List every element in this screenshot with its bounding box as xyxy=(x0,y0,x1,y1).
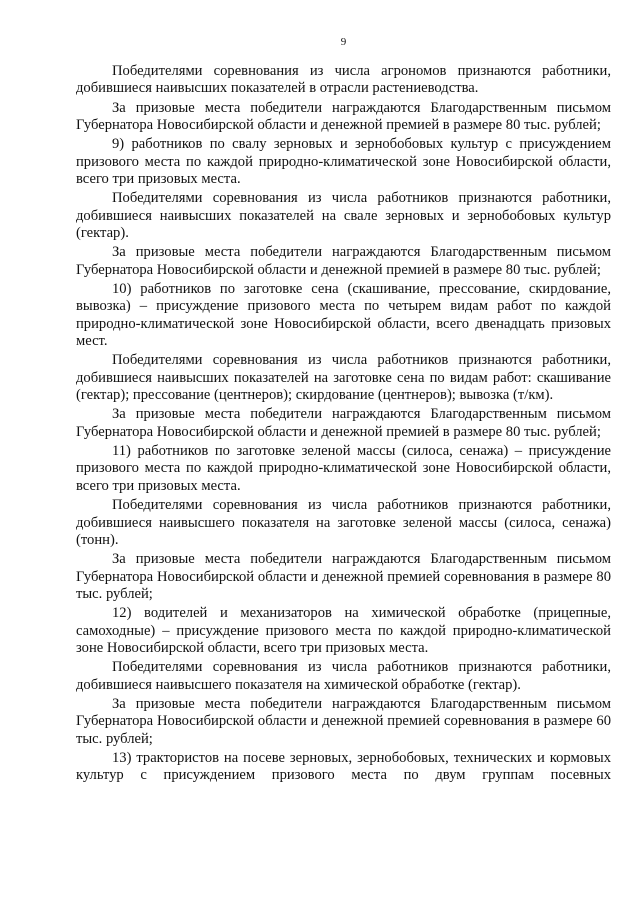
paragraph: 12) водителей и механизаторов на химической обработке (прицепные, самоходные) – присуждение призового места по каждой природно-климатической зоне Новосибирской области, всего три призовых места. xyxy=(76,605,611,657)
paragraph: Победителями соревнования из числа агрономов признаются работники, добившиеся наивысших показателей в отрасли растениеводства. xyxy=(76,63,611,97)
paragraph: За призовые места победители награждаются Благодарственным письмом Губернатора Новосибирской области и денежной премией соревнования в размере 60 тыс. рублей; xyxy=(76,695,611,747)
page-number: 9 xyxy=(340,36,347,48)
paragraph: За призовые места победители награждаются Благодарственным письмом Губернатора Новосибирской области и денежной премией в размере 80 тыс. рублей; xyxy=(76,406,611,440)
paragraph: 13) трактористов на посеве зерновых, зернобобовых, технических и кормовых культур с присуждением призового места по двум группам посевных xyxy=(76,749,611,784)
paragraph: 9) работников по свалу зерновых и зернобобовых культур с присуждением призового места по каждой природно-климатической зоне Новосибирской области, всего три призовых места. xyxy=(76,136,611,188)
paragraph: Победителями соревнования из числа работников признаются работники, добившиеся наивысших показателей на заготовке сена по видам работ: скашивание (гектар); прессование (центнеров); скирдование (центнеров); вывозка (т/км). xyxy=(76,352,611,404)
paragraph: 10) работников по заготовке сена (скашивание, прессование, скирдование, вывозка) – присуждение призового места по четырем видам работ по каждой природно-климатической зоне Новосибирской области, всего двенадцать призовых мест. xyxy=(76,280,611,350)
paragraph: Победителями соревнования из числа работников признаются работники, добившиеся наивысшего показателя на химической обработке (гектар). xyxy=(76,659,611,693)
paragraph: За призовые места победители награждаются Благодарственным письмом Губернатора Новосибирской области и денежной премией соревнования в размере 80 тыс. рублей; xyxy=(76,551,611,603)
document-body xyxy=(76,63,611,786)
paragraph: 11) работников по заготовке зеленой массы (силоса, сенажа) – присуждение призового места по каждой природно-климатической зоне Новосибирской области, всего три призовых места. xyxy=(76,443,611,494)
paragraph: За призовые места победители награждаются Благодарственным письмом Губернатора Новосибирской области и денежной премией в размере 80 тыс. рублей; xyxy=(76,99,611,134)
paragraph: Победителями соревнования из числа работников признаются работники, добившиеся наивысших показателей на свале зерновых и зернобобовых культур (гектар). xyxy=(76,190,611,242)
paragraph: За призовые места победители награждаются Благодарственным письмом Губернатора Новосибирской области и денежной премией в размере 80 тыс. рублей; xyxy=(76,244,611,278)
paragraph: Победителями соревнования из числа работников признаются работники, добившиеся наивысшего показателя на заготовке зеленой массы (силоса, сенажа) (тонн). xyxy=(76,497,611,548)
